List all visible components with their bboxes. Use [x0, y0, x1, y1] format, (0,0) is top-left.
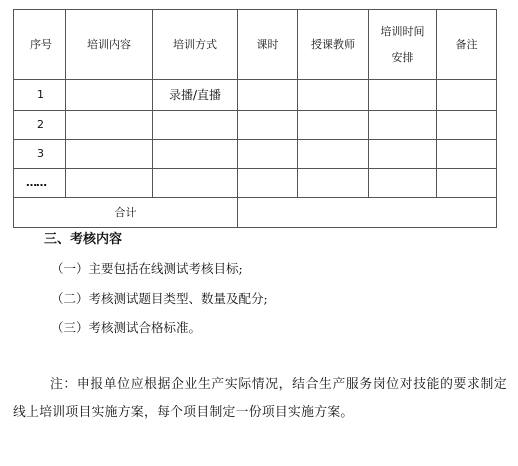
header-schedule-line2: 安排	[391, 51, 414, 64]
header-seq: 序号	[14, 10, 66, 80]
total-value-cell	[238, 198, 497, 228]
row-content-cell	[66, 111, 153, 140]
section-item: （三）考核测试合格标准。	[51, 320, 202, 335]
row-remarks-cell	[437, 80, 497, 111]
row-teacher-cell	[298, 169, 369, 198]
row-content-cell	[66, 140, 153, 169]
row-seq: 3	[14, 140, 66, 169]
table-row	[14, 169, 497, 198]
note-paragraph: 注：申报单位应根据企业生产实际情况，结合生产服务岗位对技能的要求制定线上培训项目实施方案，每个项目制定一份项目实施方案。	[13, 377, 507, 420]
header-hours: 课时	[238, 10, 298, 80]
row-hours-cell	[238, 169, 298, 198]
table-row	[14, 140, 497, 169]
header-remarks: 备注	[437, 10, 497, 80]
header-schedule-line1: 培训时间	[380, 24, 425, 38]
section-item: （一）主要包括在线测试考核目标;	[51, 261, 243, 276]
row-schedule-cell	[369, 80, 437, 111]
row-hours-cell	[238, 80, 298, 111]
row-remarks-cell	[437, 111, 497, 140]
row-teacher-cell	[298, 140, 369, 169]
table-header-row	[14, 10, 497, 80]
row-hours-cell	[238, 140, 298, 169]
row-content-cell	[66, 169, 153, 198]
row-teacher-cell	[298, 80, 369, 111]
row-method-cell	[153, 111, 238, 140]
training-plan-table	[13, 9, 497, 228]
header-teacher: 授课教师	[298, 10, 369, 80]
row-seq: ……	[14, 169, 66, 198]
header-method: 培训方式	[153, 10, 238, 80]
row-seq: 2	[14, 111, 66, 140]
row-method-cell	[153, 140, 238, 169]
table-row	[14, 80, 497, 111]
section-item: （二）考核测试题目类型、数量及配分;	[51, 291, 268, 306]
table-row	[14, 111, 497, 140]
row-teacher-cell	[298, 111, 369, 140]
row-schedule-cell	[369, 140, 437, 169]
row-method-cell	[153, 169, 238, 198]
row-hours-cell	[238, 111, 298, 140]
row-schedule-cell	[369, 169, 437, 198]
row-remarks-cell	[437, 169, 497, 198]
section-title: 三、考核内容	[44, 232, 123, 247]
row-remarks-cell	[437, 140, 497, 169]
row-content-cell	[66, 80, 153, 111]
row-seq: 1	[14, 80, 66, 111]
row-schedule-cell	[369, 111, 437, 140]
header-content: 培训内容	[66, 10, 153, 80]
header-schedule	[369, 10, 437, 80]
total-row	[14, 198, 497, 228]
total-label: 合计	[14, 198, 238, 228]
row-method-cell: 录播/直播	[153, 80, 238, 111]
